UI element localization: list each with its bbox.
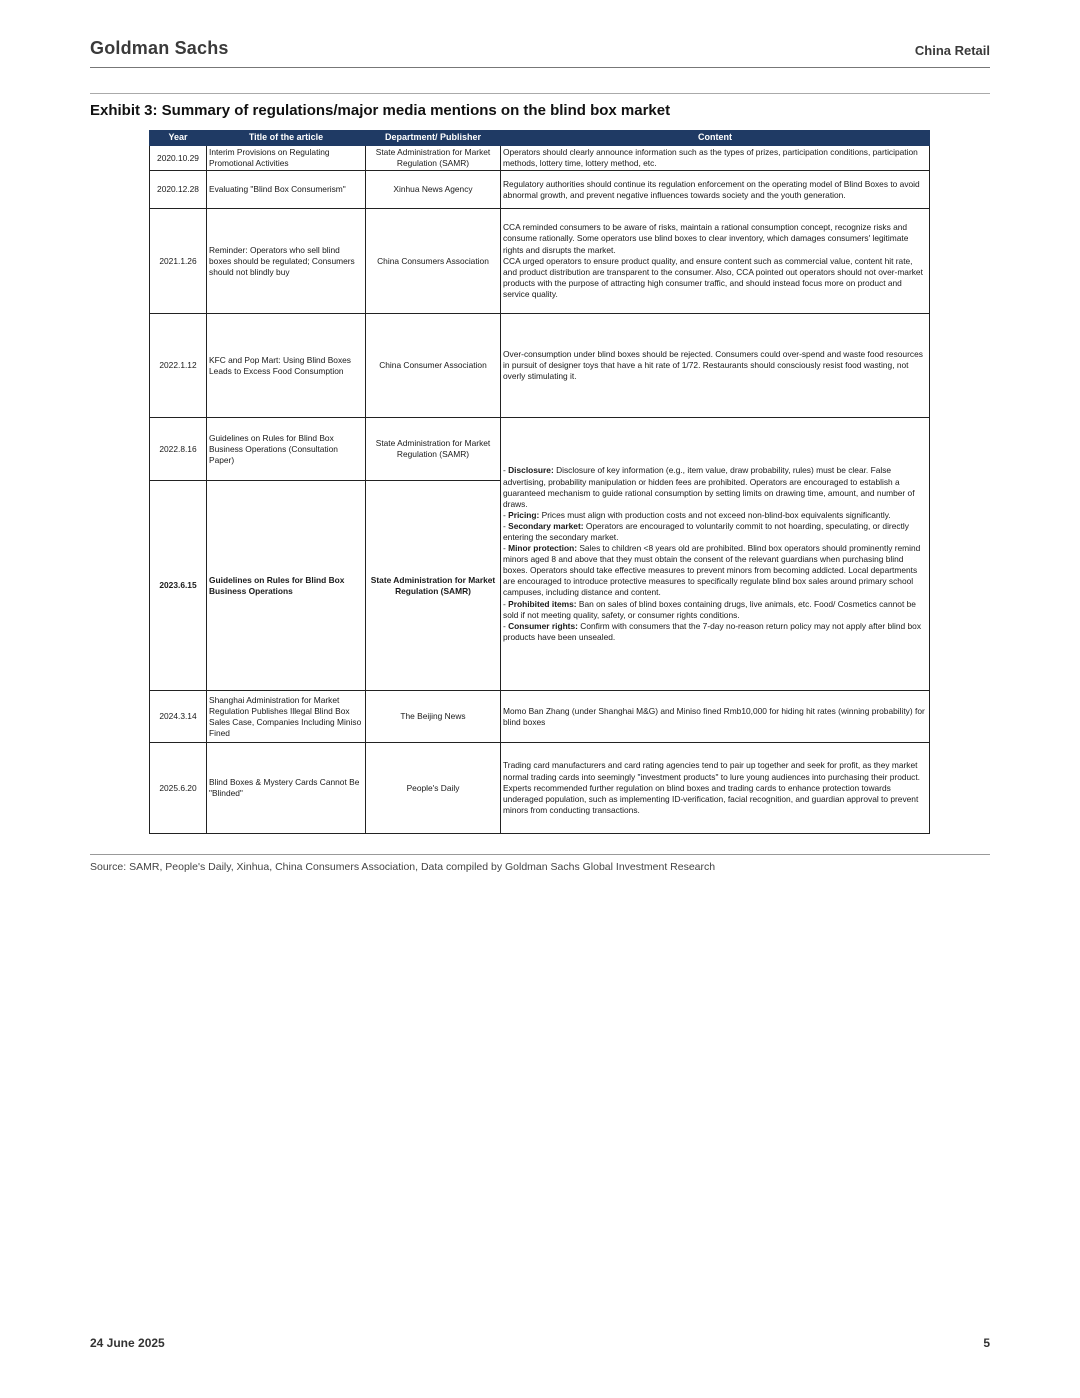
table-row [150,209,930,314]
table-row [150,691,930,743]
exhibit-top-divider [90,93,990,94]
source-note: Source: SAMR, People's Daily, Xinhua, China Consumers Association, Data compiled by Goldman Sachs Global Investment Research [90,861,716,873]
guideline-text: Operators are encouraged to voluntarily commit to not hoarding, speculating, or directly entering the secondary market. [503,520,909,542]
publisher-cell: State Administration for Market Regulation (SAMR) [366,481,501,691]
content-cell: Momo Ban Zhang (under Shanghai M&G) and Miniso fined Rmb10,000 for hiding hit rates (winning probability) for blind boxes [501,691,930,743]
content-cell: Over-consumption under blind boxes should be rejected. Consumers could over-spend and waste food resources in pursuit of designer toys that have a hit rate of 1/72. Restaurants should consciously resist food wasting, not overly stimulating it. [501,314,930,418]
guideline-text: Confirm with consumers that the 7-day no-reason return policy may not apply after blind box products have been unsealed. [503,620,922,642]
guideline-item: - Minor protection: Sales to children <8 years old are prohibited. Blind box operators should prominently remind minors aged 8 and above that they must obtain the consent of the relevant guardians when purchasing blind boxes. Operators should take effective measures to prevent minors from becoming addicted. Local departments are encouraged to introduce protective measures to specifically regulate blind box sales around primary school campuses, including distance and content. [503,543,921,598]
guideline-text: Sales to children <8 years old are prohibited. Blind box operators should prominently remind minors aged 8 and above that they must obtain the consent of the relevant guardians when purchasing blind boxes. Operators should take effective measures to prevent minors from becoming addicted. Local departments are encouraged to introduce protective measures to specifically regulate blind box sales around primary school campuses, including distance and content. [503,543,921,598]
content-cell: CCA reminded consumers to be aware of risks, maintain a rational consumption concept, recognize risks and consume rationally. Some operators use blind boxes to clear inventory, which damages consumers' legitimate rights and disrupts the market. CCA urged operators to ensure product quality, and ensure content such as commercial value, content hit rate, and product distribution are transparent to the consumer. Also, CCA pointed out operators should not over-market products with the purpose of attracting high consumer traffic, and should instead focus more on product and service quality. [501,209,930,314]
title-cell: Interim Provisions on Regulating Promotional Activities [207,146,366,171]
year-cell: 2021.1.26 [150,209,207,314]
column-header-publisher: Department/ Publisher [366,131,501,146]
title-cell: Shanghai Administration for Market Regulation Publishes Illegal Blind Box Sales Case, Companies Including Miniso Fined [207,691,366,743]
regulations-table [149,130,930,834]
section-name: China Retail [914,43,990,58]
column-header-year: Year [150,131,207,146]
publisher-cell: Xinhua News Agency [366,171,501,209]
guideline-text: Disclosure of key information (e.g., item value, draw probability, rules) must be clear. False advertising, probability manipulation or hidden fees are prohibited. Operators are encouraged to establish a guaranteed mechanism to guide rational consumption by setting limits on drawing time, amount, and number of draws. [503,465,915,509]
guideline-item: - Pricing: Prices must align with production costs and not exceed non-blind-box equivalents significantly. [503,509,891,520]
guideline-item: - Secondary market: Operators are encouraged to voluntarily commit to not hoarding, speculating, or directly entering the secondary market. [503,520,909,542]
brand-name: Goldman Sachs [90,38,229,58]
publisher-cell: People's Daily [366,743,501,834]
publisher-cell: The Beijing News [366,691,501,743]
source-divider [90,854,990,855]
content-cell: Regulatory authorities should continue its regulation enforcement on the operating model of Blind Boxes to avoid abnormal growth, and prevent negative influences towards society and the youth generation. [501,171,930,209]
table-row [150,743,930,834]
footer-date: 24 June 2025 [90,1336,165,1350]
title-cell: KFC and Pop Mart: Using Blind Boxes Leads to Excess Food Consumption [207,314,366,418]
publisher-cell: State Administration for Market Regulation (SAMR) [366,146,501,171]
table-row [150,314,930,418]
guideline-item: - Prohibited items: Ban on sales of blind boxes containing drugs, live animals, etc. Food/ Cosmetics cannot be sold if not meeting quality, safety, or consumer rights conditions. [503,598,916,620]
year-cell: 2025.6.20 [150,743,207,834]
year-cell: 2022.8.16 [150,418,207,481]
page-number: 5 [983,1336,990,1350]
year-cell: 2022.1.12 [150,314,207,418]
column-header-content: Content [501,131,930,146]
guideline-label: Secondary market: [508,520,584,531]
guidelines-content-cell [501,418,930,691]
guideline-label: Minor protection: [508,543,577,554]
table-header-row [150,131,930,146]
table-row [150,146,930,171]
title-cell: Guidelines on Rules for Blind Box Business Operations (Consultation Paper) [207,418,366,481]
guideline-text: Prices must align with production costs and not exceed non-blind-box equivalents significantly. [541,509,891,520]
guideline-text: Ban on sales of blind boxes containing drugs, live animals, etc. Food/ Cosmetics cannot be sold if not meeting quality, safety, or consumer rights conditions. [503,598,916,620]
title-cell: Evaluating "Blind Box Consumerism" [207,171,366,209]
year-cell: 2023.6.15 [150,481,207,691]
column-header-title: Title of the article [207,131,366,146]
year-cell: 2020.10.29 [150,146,207,171]
guideline-label: Pricing: [508,509,540,520]
content-cell: Trading card manufacturers and card rating agencies tend to pair up together and seek for profit, as they market normal trading cards into seemingly "investment products" to lure young audiences into purchasing their product. Experts recommended further regulation on blind boxes and trading cards to enhance protection towards underaged population, such as implementing ID-verification, facial recognition, and guardian approval to prevent minors from conducting transactions. [501,743,930,834]
title-cell: Reminder: Operators who sell blind boxes should be regulated; Consumers should not blindly buy [207,209,366,314]
guideline-item: - Disclosure: Disclosure of key information (e.g., item value, draw probability, rules) must be clear. False advertising, probability manipulation or hidden fees are prohibited. Operators are encouraged to establish a guaranteed mechanism to guide rational consumption by setting limits on drawing time, amount, and number of draws. [503,465,915,509]
content-cell: Operators should clearly announce information such as the types of prizes, participation conditions, participation methods, lottery time, lottery method, etc. [501,146,930,171]
publisher-cell: State Administration for Market Regulation (SAMR) [366,418,501,481]
year-cell: 2020.12.28 [150,171,207,209]
header-divider [90,67,990,68]
guideline-label: Prohibited items: [508,598,577,609]
publisher-cell: China Consumer Association [366,314,501,418]
publisher-cell: China Consumers Association [366,209,501,314]
year-cell: 2024.3.14 [150,691,207,743]
title-cell: Blind Boxes & Mystery Cards Cannot Be "Blinded" [207,743,366,834]
exhibit-title: Exhibit 3: Summary of regulations/major media mentions on the blind box market [90,102,671,119]
guideline-label: Disclosure: [508,465,554,476]
guideline-item: - Consumer rights: Confirm with consumers that the 7-day no-reason return policy may not apply after blind box products have been unsealed. [503,620,922,642]
table-row [150,171,930,209]
guideline-label: Consumer rights: [508,620,578,631]
table-row [150,418,930,481]
title-cell: Guidelines on Rules for Blind Box Business Operations [207,481,366,691]
